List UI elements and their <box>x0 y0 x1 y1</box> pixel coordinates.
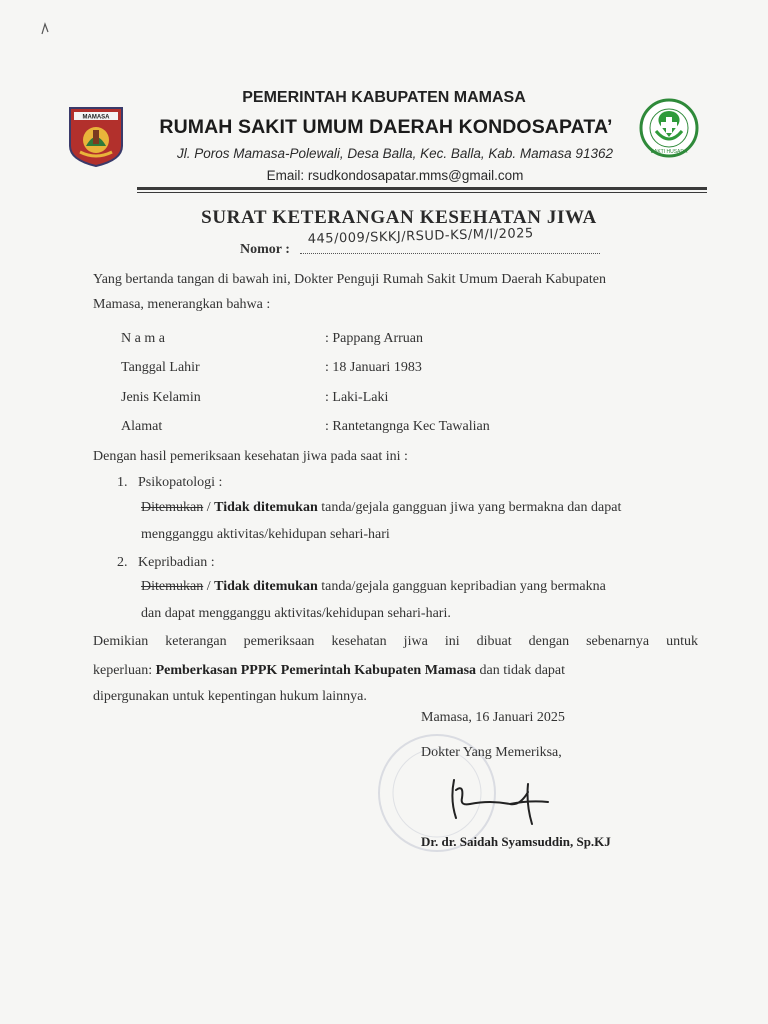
item-1-line-1 <box>141 497 621 518</box>
header-hospital-name: RUMAH SAKIT UMUM DAERAH KONDOSAPATA’ <box>159 116 613 138</box>
handwritten-signature <box>440 770 560 830</box>
identity-value-birthdate: : 18 Januari 1983 <box>325 360 422 375</box>
item-1-line-2: mengganggu aktivitas/kehidupan sehari-hari <box>141 527 390 542</box>
identity-label-address: Alamat <box>121 419 163 434</box>
intro-line-1: Yang bertanda tangan di bawah ini, Dokter Penguji Rumah Sakit Umum Daerah Kabupaten <box>93 272 606 287</box>
closing-purpose-prefix: keperluan: <box>93 663 156 678</box>
item-2-line-1 <box>141 576 606 597</box>
item-2-struck: Ditemukan <box>141 579 204 594</box>
header-address: Jl. Poros Mamasa-Polewali, Desa Balla, Kec. Balla, Kab. Mamasa 91362 <box>177 146 613 161</box>
closing-purpose: Pemberkasan PPPK Pemerintah Kabupaten Mamasa <box>155 663 477 678</box>
identity-value-gender: : Laki-Laki <box>325 390 389 405</box>
signature-place-date: Mamasa, 16 Januari 2025 <box>421 710 565 725</box>
closing-line-2 <box>93 660 698 681</box>
identity-label-gender: Jenis Kelamin <box>121 390 201 405</box>
identity-label-birthdate: Tanggal Lahir <box>121 360 200 375</box>
svg-text:BAKTI HUSADA: BAKTI HUSADA <box>650 149 688 155</box>
identity-value-name: : Pappang Arruan <box>325 331 423 346</box>
intro-line-2: Mamasa, menerangkan bahwa : <box>93 297 271 312</box>
scan-mark <box>40 22 50 36</box>
closing-purpose-suffix: dan tidak dapat <box>476 663 566 678</box>
item-1-heading: 1. Psikopatologi : <box>117 475 223 490</box>
item-1-rest: tanda/gejala gangguan jiwa yang bermakna dan dapat <box>317 500 622 515</box>
header-email: Email: rsudkondosapatar.mms@gmail.com <box>266 168 524 183</box>
item-2-line-2: dan dapat mengganggu aktivitas/kehidupan sehari-hari. <box>141 606 451 621</box>
identity-label-name: N a m a <box>121 331 165 346</box>
exam-intro: Dengan hasil pemeriksaan kesehatan jiwa pada saat ini : <box>93 449 408 464</box>
regency-crest-logo <box>68 106 124 168</box>
header-rule-thick <box>137 187 707 190</box>
header-government: PEMERINTAH KABUPATEN MAMASA <box>242 89 526 106</box>
nomor-value: 445/009/SKKJ/RSUD-KS/M/I/2025 <box>307 226 534 247</box>
signature-role: Dokter Yang Memeriksa, <box>421 745 562 760</box>
closing-line-3: dipergunakan untuk kepentingan hukum lainnya. <box>93 689 367 704</box>
nomor-label: Nomor : <box>240 242 290 257</box>
item-2-rest: tanda/gejala gangguan kepribadian yang bermakna <box>317 579 606 594</box>
header-rule-thin <box>137 192 707 193</box>
document-title: SURAT KETERANGAN KESEHATAN JIWA <box>201 207 597 228</box>
nomor-dotted-line <box>300 253 600 254</box>
item-1-bold: Tidak ditemukan <box>214 500 318 515</box>
item-2-slash: / <box>203 579 215 594</box>
svg-text:MAMASA: MAMASA <box>82 114 110 121</box>
identity-value-address: : Rantetangnga Kec Tawalian <box>325 419 490 434</box>
signature-name: Dr. dr. Saidah Syamsuddin, Sp.KJ <box>421 834 611 849</box>
item-1-struck: Ditemukan <box>141 500 204 515</box>
closing-line-1: Demikian keterangan pemeriksaan kesehatan jiwa ini dibuat dengan sebenarnya untuk <box>93 634 698 649</box>
item-1-slash: / <box>203 500 215 515</box>
item-2-heading: 2. Kepribadian : <box>117 555 215 570</box>
item-2-bold: Tidak ditemukan <box>214 579 318 594</box>
